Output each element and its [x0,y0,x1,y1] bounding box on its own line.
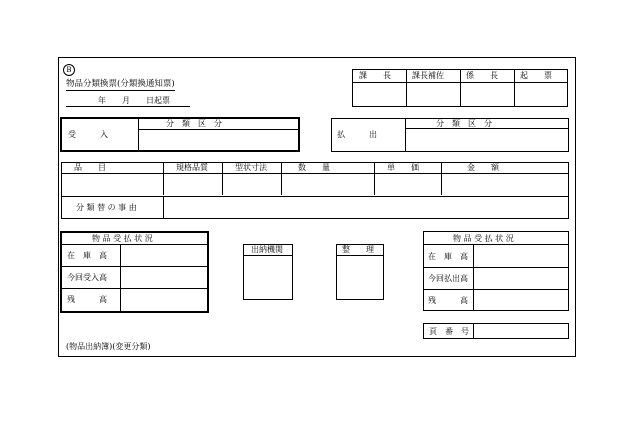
ledger-page-number-box [423,323,569,339]
left-row-received: 今回受入高 [67,273,107,282]
approval-header-section-chief: 課 長 [359,71,391,80]
item-table [61,162,569,219]
form-title: 物品分類換票(分類換通知票) [66,79,175,89]
left-row-balance: 残 高 [67,295,107,304]
column-unit-price: 単 価 [387,163,419,172]
receive-classification-header: 分 類 区 分 [166,119,222,128]
approval-stamp-table [352,69,568,107]
payout-label: 払 出 [337,130,377,139]
disbursing-office-label: 出納機関 [251,245,283,254]
receive-classification-box [60,117,300,152]
date-underline [66,106,190,107]
column-shape-dimensions: 型状寸法 [235,163,267,172]
right-row-paid-out: 今回払出高 [428,274,468,283]
right-row-stock: 在 庫 高 [428,252,468,261]
right-inventory-status-table [423,231,569,311]
approval-header-drafter: 起 票 [520,71,552,80]
payout-classification-header: 分 類 区 分 [436,119,492,128]
left-inventory-status-table [60,231,209,313]
right-status-title: 物 品 受 払 状 況 [453,234,514,243]
issue-date-label: 年 月 日起票 [98,96,170,105]
column-amount: 金 額 [467,163,499,172]
approval-header-unit-chief: 係 長 [466,71,498,80]
column-item: 品 目 [74,163,106,172]
form-footer-note: (物品出納簿)(変更分類) [66,342,151,351]
arrangement-box [336,244,384,300]
column-quantity: 数 量 [298,163,330,172]
arrangement-label: 整 理 [342,245,374,254]
payout-classification-box [331,118,569,152]
ledger-page-number-label: 頁 番 号 [429,327,469,336]
left-row-stock: 在 庫 高 [67,251,107,260]
marker-text: B [66,66,72,74]
left-status-title: 物 品 受 払 状 況 [92,234,153,243]
approval-header-assistant-chief: 課長補佐 [412,71,444,80]
column-spec-quality: 規格品質 [176,163,208,172]
circle-b-marker [63,64,75,76]
disbursing-office-box [243,244,293,300]
right-row-balance: 残 高 [428,296,468,305]
reclassification-reason-label: 分 類 替 の 事 由 [76,203,137,212]
receive-label: 受 入 [68,130,108,139]
